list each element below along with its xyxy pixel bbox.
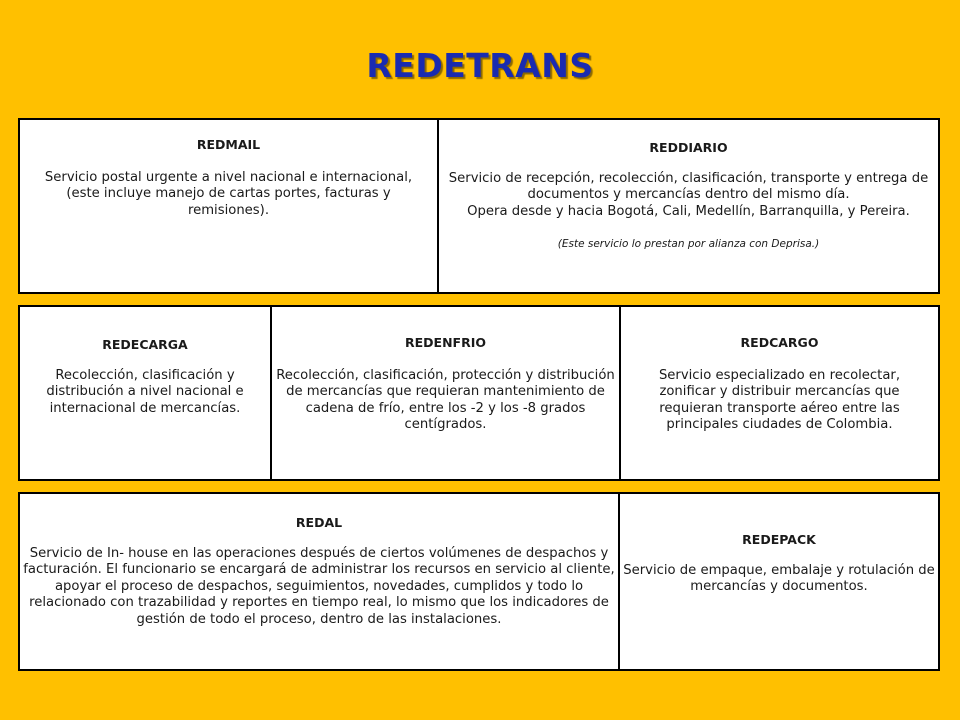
page-title: REDETRANS (366, 46, 594, 85)
service-description: Recolección, clasificación y distribución a nivel nacional e internacional de mercancías. (46, 367, 244, 416)
service-name: REDCARGO (740, 335, 819, 350)
service-card-redenfrio (270, 307, 619, 479)
service-name: REDEPACK (742, 532, 816, 547)
service-name: REDECARGA (102, 337, 188, 352)
service-name: REDDIARIO (649, 140, 728, 155)
service-name: REDAL (295, 515, 343, 530)
service-card-redepack (618, 494, 938, 669)
service-description: Recolección, clasificación, protección y distribución de mercancías que requieran mantenimiento de cadena de frío, entre los -2 y los -8 grados centígrados. (276, 367, 615, 432)
service-description: Servicio de In- house en las operaciones después de ciertos volúmenes de despachos y facturación. El funcionario se encargará de administrar los recursos en servicio al cliente, apoyar el proceso de despachos, seguimientos, novedades, cumplidos y todo lo relacionado con trazabilidad y reportes en tiempo real, lo mismo que los indicadores de gestión de todo el proceso, dentro de las instalaciones. (23, 545, 615, 627)
service-card-redecarga (20, 307, 270, 479)
service-description: Servicio especializado en recolectar, zonificar y distribuir mercancías que requieran transporte aéreo entre las principales ciudades de Colombia. (658, 367, 901, 432)
service-name: REDENFRIO (405, 335, 486, 350)
service-card-redcargo (619, 307, 938, 479)
service-note: (Este servicio lo prestan por alianza con Deprisa.) (557, 238, 820, 250)
service-card-reddiario (437, 120, 938, 292)
service-card-redal (20, 494, 618, 669)
service-description: Servicio de recepción, recolección, clasificación, transporte y entrega de documentos y mercancías dentro del mismo día. Opera desde y hacia Bogotá, Cali, Medellín, Barranquilla, y Pereira. (448, 170, 929, 219)
service-name: REDMAIL (196, 137, 261, 152)
service-description: Servicio postal urgente a nivel nacional e internacional, (este incluye manejo de cartas portes, facturas y remisiones). (44, 169, 413, 218)
service-description: Servicio de empaque, embalaje y rotulación de mercancías y documentos. (623, 562, 935, 594)
service-card-redmail (20, 120, 437, 292)
services-row-3 (18, 492, 940, 671)
services-row-1 (18, 118, 940, 294)
services-row-2 (18, 305, 940, 481)
